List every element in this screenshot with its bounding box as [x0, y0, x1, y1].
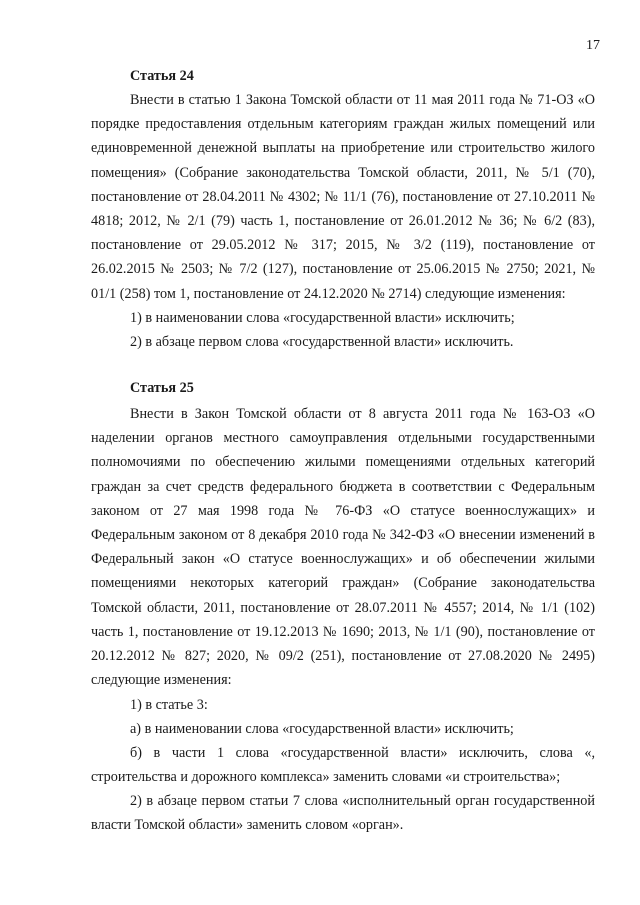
article-24-intro: Внести в статью 1 Закона Томской области от 11 мая 2011 года № 71-ОЗ «О порядке предоставления отдельным категориям граждан жилых помещений или единовременной денежной выплаты на приобретение или строительство жилого помещения» (Собрание законодательства Томской области, 2011, № 5/1 (70), постановление от 28.04.2011 № 4302; № 11/1 (76), постановление от 27.10.2011 № 4818; 2012, № 2/1 (79) часть 1, постановление от 26.01.2012 № 36; № 6/2 (83), постановление от 29.05.2012 № 317; 2015, № 3/2 (119), постановление от 26.02.2015 № 2503; № 7/2 (127), постановление от 25.06.2015 № 2750; 2021, № 01/1 (258) том 1, постановление от 24.12.2020 № 2714) следующие изменения:	[91, 92, 595, 302]
article-25-item-1b-block	[91, 741, 595, 789]
article-25-item-1a: а) в наименовании слова «государственной власти» исключить;	[130, 721, 514, 737]
article-25-title: Статья 25	[130, 380, 194, 396]
page-number: 17	[586, 38, 600, 53]
article-25-intro-block	[91, 402, 595, 692]
article-25-intro: Внести в Закон Томской области от 8 августа 2011 года № 163-ОЗ «О наделении органов местного самоуправления отдельными государственными полномочиями по обеспечению жилыми помещениями отдельных категорий граждан за счет средств федерального бюджета в соответствии с Федеральным законом от 27 мая 1998 года № 76-ФЗ «О статусе военнослужащих» и Федеральным законом от 8 декабря 2010 года № 342-ФЗ «О внесении изменений в Федеральный закон «О статусе военнослужащих» и об обеспечении жилыми помещениями некоторых категорий граждан» (Собрание законодательства Томской области, 2011, постановление от 28.07.2011 № 4557; 2014, № 1/1 (102) часть 1, постановление от 19.12.2013 № 1690; 2013, № 1/1 (90), постановление от 20.12.2012 № 827; 2020, № 09/2 (251), постановление от 27.08.2020 № 2495) следующие изменения:	[91, 406, 595, 689]
article-25-item-2: 2) в абзаце первом статьи 7 слова «исполнительный орган государственной власти Томской области» заменить словом «орган».	[91, 793, 595, 834]
article-24-item-1: 1) в наименовании слова «государственной власти» исключить;	[130, 310, 515, 326]
article-25-item-1b: б) в части 1 слова «государственной власти» исключить, слова «, строительства и дорожного комплекса» заменить словами «и строительства»;	[91, 745, 595, 786]
article-25-item-2-block	[91, 789, 595, 837]
article-24-item-2: 2) в абзаце первом слова «государственной власти» исключить.	[130, 334, 514, 350]
article-24-intro-block	[91, 88, 595, 306]
article-25-item-1: 1) в статье 3:	[130, 697, 208, 713]
article-24-title: Статья 24	[130, 68, 194, 84]
